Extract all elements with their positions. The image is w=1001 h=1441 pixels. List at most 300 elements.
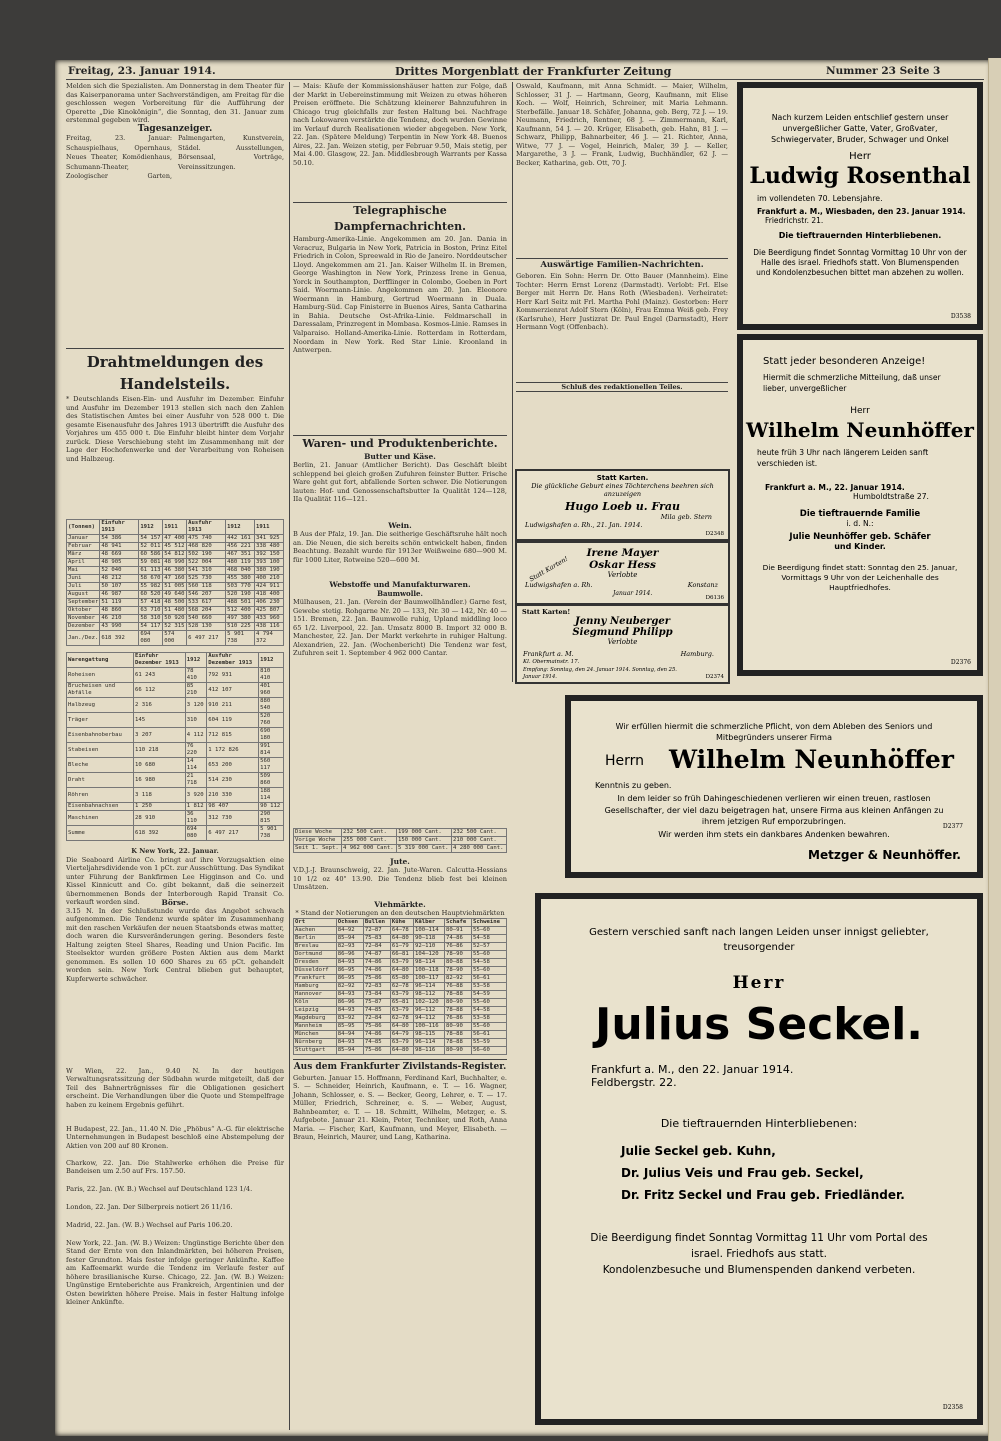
vieh-cell: 66—81 [390,950,413,958]
ad-seckel-place: Frankfurt a. M., den 22. Januar 1914. [591,1063,794,1076]
ad-neunhoeffer1-code: D2376 [950,659,971,666]
vieh-cell: 82—92 [444,974,471,982]
vieh-header-row [294,918,507,926]
eisen-monthly-cell: 52 315 [163,623,187,631]
vieh-cell: Hamburg [294,982,337,990]
ad-rosenthal-herr: Herr [849,151,871,162]
vieh-cell: Stuttgart [294,1046,337,1054]
eisen-commodity-cell: 810 410 [259,668,284,683]
ad-loeb-birth [515,469,730,541]
vieh-row [294,1038,507,1046]
vieh-header-cell: Bullen [363,918,390,926]
eisen-monthly-cell: 47 160 [163,575,187,583]
eisen-commodity-cell: Maschinen [67,811,134,826]
vieh-cell: 96—112 [414,1006,445,1014]
vieh-cell: 63—79 [390,958,413,966]
vieh-cell: 55—60 [472,926,507,934]
eisen-monthly-cell: 57 418 [139,599,163,607]
vieh-row [294,982,507,990]
ad-neunhoeffer1-name: Wilhelm Neunhöffer [746,418,974,442]
vieh-cell: 75—86 [363,1022,390,1030]
ad-seckel-name: Julius Seckel. [594,999,924,1050]
ad-neunhoeffer1-addr: Humboldtstraße 27. [853,492,929,501]
boerse-text: 3.15 N. In der Schlußstunde wurde das Angebot schwach aufgenommen. Die Tendenz wurde später im Zusammenhang mit den raschen Verkäufen der neuen Staatsbonds etwas matter, doch waren die Kursveränderungen gering. Besonders feste Haltung zeigten Steel Shares, Reading und Union Pacific. Im Steelsektor wurden größere Posten Aktien aus dem Markt genommen. Es sollen 10 600 Shares zu 65 pCt. gehandelt worden sein. New York Central blieben gut behauptet, Kupferwerte schwächer. [66,906,284,983]
vieh-cell: Leipzig [294,1006,337,1014]
eisen-monthly-cell: 59 081 [139,559,163,567]
vieh-header-cell: Kälber [414,918,445,926]
vieh-row [294,1022,507,1030]
vieh-cell: Köln [294,998,337,1006]
eisen-commodity-cell: 604 119 [207,713,259,728]
vieh-cell: 83—92 [336,1014,363,1022]
ad-neunhoeffer-company-obituary [571,701,977,872]
vieh-cell: 78—88 [444,1038,471,1046]
ad-seckel-code: D2358 [942,1404,963,1411]
ad-neunhoeffer1-family: Die tieftrauernde Familie [799,509,921,519]
eisen-commodity-cell: 514 230 [207,773,259,788]
ad-mayer-place2: Konstanz [687,581,718,589]
ad-neuberger-name2: Siegmund Philipp [572,627,673,638]
ad-mayer-engagement [515,541,730,605]
vieh-cell: Mannheim [294,1022,337,1030]
eisen-monthly-row [67,583,284,591]
eisen-commodity-cell: 412 107 [207,683,259,698]
eisen-monthly-row [67,599,284,607]
eisen-monthly-header-cell: 1912 [139,520,163,535]
eisen-monthly-table [66,519,284,646]
vieh-cell: 98—115 [414,1030,445,1038]
eisen-commodity-cell: 6 497 217 [207,826,259,841]
eisen-monthly-cell: 52 040 [100,567,139,575]
newyork-heading: K New York, 22. Januar. [131,847,219,855]
eisen-monthly-cell: 50 107 [100,583,139,591]
eisen-commodity-cell: 85 210 [185,683,207,698]
vieh-cell: 54—58 [472,934,507,942]
ad-rosenthal-code: D3538 [950,313,971,320]
eisen-monthly-cell: 468 820 [187,543,226,551]
vieh-cell: Hannover [294,990,337,998]
vieh-cell: 74—85 [363,1006,390,1014]
vieh-cell: 82—93 [336,942,363,950]
vieh-cell: 75—83 [363,934,390,942]
eisen-monthly-cell: 456 221 [226,543,255,551]
paris-text: Paris, 22. Jan. (W. B.) Wechsel auf Deutschland 123 1/4. [66,1184,253,1193]
eisen-monthly-row [67,551,284,559]
eisen-monthly-header-cell: (Tonnen) [67,520,100,535]
ad-rosenthal-family: Die tieftrauernden Hinterbliebenen. [778,231,942,240]
vieh-header-cell: Ochsen [336,918,363,926]
eisen-monthly-cell: 48 990 [163,559,187,567]
eisen-monthly-cell: 55 982 [139,583,163,591]
vieh-cell: 74—87 [363,950,390,958]
vieh-cell: Breslau [294,942,337,950]
eisen-monthly-cell: 46 987 [100,591,139,599]
vieh-row [294,950,507,958]
eisen-commodity-cell: Roheisen [67,668,134,683]
ad-neunhoeffer1-herr: Herr [850,406,870,416]
eisen-commodity-row [67,811,284,826]
eisen-monthly-cell: 51 005 [163,583,187,591]
column-1 [66,82,284,1432]
eisen-commodity-row [67,728,284,743]
vieh-cell: 98—114 [414,958,445,966]
eisen-monthly-cell: April [67,559,100,567]
ad-mayer-verlobte: Verlobte [607,571,638,579]
eisen-monthly-cell: 60 586 [139,551,163,559]
jute-text: V.D.J.-J. Braunschweig, 22. Jan. Jute-Waren. Calcutta-Hessians 10 1/2 oz 40" 13.90. Die Tendenz blieb fest bei kleinen Umsätzen. [293,866,507,892]
eisen-monthly-cell: 48 669 [100,551,139,559]
eisen-monthly-cell: 393 100 [255,559,284,567]
eisen-commodity-cell: 21 718 [185,773,207,788]
eisen-monthly-cell: 46 380 [163,567,187,575]
ad-seckel-member1: Julie Seckel geb. Kuhn, [621,1144,776,1158]
vieh-cell: 78—90 [444,950,471,958]
vieh-cell: 65—81 [390,998,413,1006]
vieh-cell: 61—79 [390,942,413,950]
telegraph-text: Hamburg-Amerika-Linie. Angekommen am 20. Jan. Dania in Veracruz, Bulgaria in New York, Patricia in Boston, Prinz Eitel Friedrich in Colon, Spreewald in Rio de Janeiro. Norddeutscher Lloyd. Angekommen am 21. Jan. Kaiser Wilhelm II. in Bremen, George Washington in New York, Prinzess Irene in Genua, Yorck in Southampton, Derfflinger in Colombo, Goeben in Port Said. Woermann-Linie. Angekommen am 20. Jan. Eleonore Woermann in Hamburg, Gertrud Woermann in Duala. Hamburg-Süd. Cap Finisterre in Buenos Aires, Santa Catharina in Bahia. Deutsche Ost-Afrika-Linie. Feldmarschall in Daressalam, Prinzregent in Mombasa. Kosmos-Linie. Ramses in Valparaiso. Holland-Amerika-Linie. Rotterdam in Rotterdam, Noordam in New York. Red Star Linie. Kroonland in Antwerpen. [293,235,507,355]
eisen-commodity-cell: 712 815 [207,728,259,743]
vieh-cell: 64—80 [390,934,413,942]
zivil-text: Geburten. Januar 15. Hoffmann, Ferdinand Karl, Buchhalter, e. S. — Schneider, Heinrich, Kaufmann, e. T. — 16. Wagner, Johann, Schlosser, e. S. — Becker, Georg, Lehrer, e. T. — 17. Müller, Friedrich, Schreiner, e. S. — Weber, August, Bahnbeamter, e. T. — 18. Schmitt, Wilhelm, Metzger, e. S. Aufgebote. Januar 21. Klein, Peter, Techniker, und Roth, Anna Maria. — Fischer, Karl, Kaufmann, und Meyer, Elisabeth. — Braun, Heinrich, Maurer, und Lang, Katharina. [293,1073,507,1142]
vieh-cell: 94—112 [414,1014,445,1022]
vieh-cell: 75—87 [363,998,390,1006]
ad-neunhoeffer1-in: i. d. N.: [846,519,874,528]
vieh-header-cell: Kühe [390,918,413,926]
ad-loeb-intro: Die glückliche Geburt eines Töchterchens beehren sich anzuzeigen [531,482,714,498]
vieh-cell: 72—83 [363,982,390,990]
eisen-monthly-cell: 341 925 [255,535,284,543]
alexandria-stat-cell: 199 000 Cant. [397,829,452,837]
ad-seckel-notice2: Kondolenzbesuche und Blumenspenden dankend verbeten. [602,1264,916,1276]
eisen-commodity-row [67,826,284,841]
vieh-cell: 78—88 [444,1030,471,1038]
boerse-title: Börse. [161,897,189,907]
eisen-commodity-cell: Röhren [67,788,134,803]
eisen-commodity-cell: 16 980 [133,773,185,788]
wein-title: Wein. [388,521,412,530]
eisen-monthly-cell: 568 204 [187,607,226,615]
eisen-commodity-row [67,713,284,728]
ad-rosenthal-addr: Friedrichstr. 21. [765,216,824,225]
vieh-cell: 84—93 [336,990,363,998]
eisen-commodity-cell: 145 [133,713,185,728]
eisen-commodity-cell: 1 250 [133,803,185,811]
telegraph-title: Telegraphische Dampfernachrichten. [293,202,507,235]
alexandria-stat-row [294,837,507,845]
eisen-monthly-cell: 541 310 [187,567,226,575]
alexandria-stat-table [293,828,507,853]
eisen-commodity-row [67,683,284,698]
ad-neunhoeffer2-name: Wilhelm Neunhöffer [669,745,954,774]
vieh-row [294,1014,507,1022]
vieh-cell: 80—91 [444,926,471,934]
eisen-monthly-row [67,559,284,567]
vieh-cell: 74—85 [363,1038,390,1046]
vieh-cell: 64—79 [390,1030,413,1038]
eisen-monthly-cell: 48 905 [100,559,139,567]
ad-neunhoeffer1-statt: Statt jeder besonderen Anzeige! [763,356,926,367]
vieh-cell: 62—78 [390,982,413,990]
ad-neunhoeffer2-kenntnis: Kenntnis zu geben. [595,781,672,790]
eisen-commodity-cell: 110 218 [133,743,185,758]
vieh-cell: 78—88 [444,1006,471,1014]
eisen-monthly-cell: 480 119 [226,559,255,567]
eisen-commodity-cell: 1 172 826 [207,743,259,758]
header-title: Drittes Morgenblatt der Frankfurter Zeitung [395,65,672,78]
ad-seckel-obituary [541,899,977,1419]
vieh-cell: 80—90 [444,1046,471,1054]
eisen-commodity-cell: 66 112 [133,683,185,698]
vieh-row [294,1046,507,1054]
eisen-commodity-cell: 5 901 738 [259,826,284,841]
eisen-commodity-cell: 78 410 [185,668,207,683]
vieh-cell: 100—116 [414,1022,445,1030]
eisen-commodity-cell: 3 207 [133,728,185,743]
vieh-cell: 74—86 [363,1030,390,1038]
eisen-commodity-header-cell: 1912 [259,653,284,668]
vieh-cell: 78—88 [444,990,471,998]
eisen-monthly-cell: 467 351 [226,551,255,559]
eisen-monthly-cell: Dezember [67,623,100,631]
eisen-monthly-cell: Juni [67,575,100,583]
eisen-commodity-row [67,788,284,803]
eisen-commodity-cell: 3 120 [185,698,207,713]
madrid-text: Madrid, 22. Jan. (W. B.) Wechsel auf Paris 106.20. [66,1220,233,1229]
vieh-cell: 64—80 [390,1022,413,1030]
eisen-commodity-cell: Draht [67,773,134,788]
eisen-commodity-table [66,652,284,841]
newyork-markets-text: New York, 22. Jan. (W. B.) Weizen: Ungünstige Berichte über den Stand der Ernte von den Inlandmärkten, bei höheren Preisen, fester Grundton. Mais fester infolge geringer Ankünfte. Kaffee am Kaffeemarkt wurde die Tendenz im Verlaufe fester auf höhere brasilianische Kurse. Chicago, 22. Jan. (W. B.) Weizen: Ungünstige Ernteberichte aus Frankreich, Argentinien und der Osten bewirkten höhere Preise. Mais in fester Haltung infolge kleiner Ankünfte. [66,1238,284,1307]
eisen-commodity-cell: 991 814 [259,743,284,758]
ad-loeb-born: Mila geb. Stern [660,513,712,521]
auswaertige-text: Geboren. Ein Sohn: Herrn Dr. Otto Bauer (Mannheim). Eine Tochter: Herrn Ernst Lorenz (Darmstadt). Verlobt: Frl. Else Berger mit Herrn Dr. Hans Roth (Wiesbaden). Verheiratet: Herr Karl Seitz mit Frl. Martha Pohl (Mainz). Gestorben: Herr Kommerzienrat Adolf Stern (Köln), Frau Emma Weiß geb. Frey (Karlsruhe), Herr Justizrat Dr. Paul Engel (Darmstadt), Herr Hermann Vogt (Offenbach). [516,272,728,332]
eisen-commodity-cell: 792 931 [207,668,259,683]
jute-title: Jute. [390,857,410,866]
eisen-monthly-row [67,575,284,583]
eisen-monthly-cell: 438 116 [255,623,284,631]
vieh-cell: 55—59 [472,1038,507,1046]
vieh-cell: 98—116 [414,1046,445,1054]
eisen-commodity-cell: 76 220 [185,743,207,758]
eisen-commodity-cell: 1 812 [185,803,207,811]
eisen-monthly-cell: Februar [67,543,100,551]
wien-text: W Wien, 22. Jan., 9.40 N. In der heutigen Verwaltungsratssitzung der Südbahn wurde mitgeteilt, daß der Teil des Bahnerträgnisses für die Obligationen gesichert erscheint. Die Verhandlungen über die Quote und Stempelfrage haben zu keinem Ergebnis geführt. [66,1066,284,1109]
eisen-commodity-cell: 653 200 [207,758,259,773]
eisen-monthly-cell: Januar [67,535,100,543]
eisen-commodity-cell: 28 910 [133,811,185,826]
eisen-commodity-cell: Eisenbahnoberbau [67,728,134,743]
vieh-cell: 78—90 [444,966,471,974]
vieh-cell: 92—110 [414,942,445,950]
ad-neunhoeffer2-code: D2377 [942,823,963,830]
eisen-monthly-cell: 52 011 [139,543,163,551]
eisen-commodity-cell: Halbzeug [67,698,134,713]
column-3 [516,82,728,482]
vieh-cell: 96—114 [414,982,445,990]
alexandria-stat-row [294,845,507,853]
ad-rosenthal-place: Frankfurt a. M., Wiesbaden, den 23. Januar 1914. [757,207,966,216]
eisen-monthly-cell: März [67,551,100,559]
ad-neuberger-code: D2374 [705,674,724,680]
vieh-cell: 63—79 [390,1038,413,1046]
eisen-commodity-header-row [67,653,284,668]
eisen-monthly-cell: 455 380 [226,575,255,583]
eisen-monthly-cell: 338 480 [255,543,284,551]
schluss-redaktion: Schluß des redaktionellen Teiles. [516,382,728,392]
vieh-cell: 52—57 [472,942,507,950]
ad-seckel-member3: Dr. Fritz Seckel und Frau geb. Friedländer. [621,1188,905,1202]
theater-notice: Melden sich die Spezialisten. Am Donnerstag in dem Theater für das Kaiserpanorama unter Sachverständigen, am Freitag für die geschlossen wegen Vorbereitung für die Aufführung der Operette „Die Kinokönigin“, die Sonntag, den 31. Januar zum erstenmal gegeben wird. [66,82,284,125]
eisen-monthly-cell: 488 501 [226,599,255,607]
ad-neunhoeffer2-text: In dem leider so früh Dahingeschiedenen verlieren wir einen treuen, rastlosen Gesellschafter, der viel dazu beigetragen hat, unsere Firma aus kleinen Anfängen zu ihrem jetzigen Ruf emporzubringen. [604,794,944,826]
eisen-commodity-cell: 310 [185,713,207,728]
newyork-text: Die Seaboard Airline Co. bringt auf ihre Vorzugsaktien eine Vierteljahrsdividende von 1 pCt. zur Ausschüttung. Das Syndikat unter Führung der Bankfirmen Lee Higginson and Co. und Kissel Kinnicutt and Co. gibt bekannt, daß die seinerzeit übernommenen Bonds der Interborough Rapid Transit Co. verkauft worden sind. [66,855,284,907]
ad-mayer-name2: Oskar Hess [589,559,656,571]
vieh-cell: 104—120 [414,950,445,958]
ad-seckel-family: Die tieftrauernden Hinterbliebenen: [660,1117,858,1130]
eisen-commodity-cell: 618 392 [133,826,185,841]
eisen-monthly-cell: 54 386 [100,535,139,543]
butter-title: Butter und Käse. [364,452,436,461]
vieh-cell: 62—78 [390,1014,413,1022]
alexandria-stat-cell: 210 000 Cant. [451,837,506,845]
eisen-monthly-cell: 400 210 [255,575,284,583]
vieh-cell: 55—60 [472,998,507,1006]
vieh-cell: 56—61 [472,974,507,982]
eisen-monthly-header-row [67,520,284,535]
vieh-cell: 63—79 [390,1006,413,1014]
eisen-monthly-cell: 50 920 [163,615,187,623]
eisen-monthly-cell: 560 118 [187,583,226,591]
butter-text: Berlin, 21. Januar (Amtlicher Bericht). Das Geschäft bleibt schleppend bei gleich großen Zufuhren feinster Butter. Frische Ware geht gut fort, abfallende Sorten schwer. Die Notierungen lauten: Hof- und Genossenschaftsbutter Ia Qualität 124—128, IIa Qualität 116—121. [293,461,507,504]
ad-seckel-notice1: Die Beerdigung findet Sonntag Vormittag 11 Uhr vom Portal des israel. Friedhofs aus statt. [590,1232,928,1260]
eisen-monthly-cell: 60 520 [139,591,163,599]
eisen-monthly-cell: 533 617 [187,599,226,607]
vieh-cell: 64—78 [390,926,413,934]
alexandria-stat-cell: 4 962 000 Cant. [342,845,397,853]
eisen-commodity-cell: 694 080 [185,826,207,841]
eisen-commodity-header-cell: Warengattung [67,653,134,668]
eisen-commodity-row [67,773,284,788]
eisen-commodity-cell: 36 110 [185,811,207,826]
ad-seckel-intro: Gestern verschied sanft nach langen Leiden unser innigst geliebter, treusorgender [589,927,929,953]
eisen-monthly-cell: 392 150 [255,551,284,559]
ad-loeb-names: Hugo Loeb u. Frau [564,500,681,513]
eisen-monthly-cell: 49 640 [163,591,187,599]
vieh-row [294,934,507,942]
eisen-monthly-cell: Juli [67,583,100,591]
eisen-monthly-row [67,591,284,599]
eisen-monthly-cell: 574 000 [163,631,187,646]
eisen-monthly-cell: 546 207 [187,591,226,599]
vieh-cell: 80—90 [444,1022,471,1030]
vieh-row [294,942,507,950]
eisen-monthly-cell: 58 670 [139,575,163,583]
wein-text: B Aus der Pfalz, 19. Jan. Die seitherige Geschäftsruhe hält noch an. Die Neuen, die sich bereits schön entwickelt haben, finden Beachtung. Bezahlt wurde für 1913er Weißweine 680—900 M. für 1000 Liter, Rotweine 520—600 M. [293,530,507,564]
vieh-cell: 75—86 [363,974,390,982]
eisen-commodity-cell: Summe [67,826,134,841]
vieh-cell: 100—114 [414,926,445,934]
vieh-cell: 84—92 [336,926,363,934]
eisen-commodity-cell: Träger [67,713,134,728]
alexandria-stat-cell: 4 280 000 Cant. [451,845,506,853]
eisen-monthly-header-cell: Ausfuhr 1913 [187,520,226,535]
eisen-monthly-cell: November [67,615,100,623]
eisen-monthly-cell: 525 730 [187,575,226,583]
ad-neuberger-engagement [515,604,730,684]
charkow-text: Charkow, 22. Jan. Die Stahlwerke erhöhen die Preise für Bandeisen um 2.50 auf Frs. 157.50. [66,1158,284,1176]
eisen-commodity-header-cell: Einfuhr Dezember 1913 [133,653,185,668]
vieh-cell: Frankfurt [294,974,337,982]
vieh-cell: 63—79 [390,990,413,998]
ad-neuberger-addr: Kl. Obermainstr. 17. [523,659,580,665]
vieh-cell: Nürnberg [294,1038,337,1046]
eisen-monthly-cell: 45 512 [163,543,187,551]
vieh-cell: 76—86 [444,942,471,950]
alexandria-stat-cell: Vorige Woche [294,837,342,845]
vieh-cell: 53—58 [472,982,507,990]
eisen-monthly-cell: 442 161 [226,535,255,543]
vieh-cell: 86—96 [336,950,363,958]
eisen-commodity-cell: Bleche [67,758,134,773]
eisen-monthly-cell: 6 497 217 [187,631,226,646]
vieh-cell: 86—95 [336,974,363,982]
ad-mayer-code: D6136 [705,595,724,601]
ad-neuberger-verlobte: Verlobte [607,638,638,646]
eisen-commodity-row [67,668,284,683]
vieh-cell: Magdeburg [294,1014,337,1022]
eisen-monthly-cell: 528 130 [187,623,226,631]
vieh-cell: 65—80 [390,974,413,982]
vieh-cell: 56—60 [472,1046,507,1054]
vieh-row [294,990,507,998]
eisen-monthly-row [67,615,284,623]
eisen-monthly-cell: 4 794 372 [255,631,284,646]
ad-neunhoeffer-family-obituary [743,340,977,670]
eisen-monthly-cell: 520 190 [226,591,255,599]
zivil-continued-text: Oswald, Kaufmann, mit Anna Schmidt. — Maier, Wilhelm, Schlosser, 31 J. — Hartmann, Georg, Kaufmann, mit Elise Koch. — Wolf, Heinrich, Schreiner, mit Maria Lehmann. Sterbefälle. Januar 18. Schäfer, Johanna, geb. Berg, 72 J. — 19. Neumann, Friedrich, Rentner, 68 J. — Zimmermann, Karl, Kaufmann, 54 J. — 20. Krüger, Elisabeth, geb. Hahn, 81 J. — Schwarz, Philipp, Bahnarbeiter, 46 J. — 21. Richter, Anna, Witwe, 77 J. — Vogel, Heinrich, Maler, 39 J. — Keller, Margarethe, 3 J. — Frank, Ludwig, Buchhändler, 62 J. — Becker, Katharina, geb. Ott, 70 J. [516,82,728,167]
vieh-row [294,926,507,934]
vieh-cell: 85—94 [336,1046,363,1054]
eisen-monthly-cell: 512 400 [226,607,255,615]
vieh-row [294,966,507,974]
vieh-cell: 85—95 [336,1022,363,1030]
vieh-cell: 75—86 [363,1046,390,1054]
vieh-cell: 85—94 [336,934,363,942]
eisen-monthly-cell: 54 157 [139,535,163,543]
eisen-commodity-row [67,758,284,773]
eisen-monthly-cell: 540 660 [187,615,226,623]
vieh-cell: 80—90 [444,998,471,1006]
eisen-commodity-row [67,743,284,758]
eisen-commodity-header-cell: 1912 [185,653,207,668]
eisen-commodity-cell: 90 112 [259,803,284,811]
header-number: Nummer 23 Seite 3 [826,65,941,77]
vieh-cell: 54—58 [472,1006,507,1014]
column-rule-1 [289,82,290,1430]
eisen-commodity-cell: 10 680 [133,758,185,773]
header-date: Freitag, 23. Januar 1914. [68,65,216,77]
vieh-cell: 74—86 [363,966,390,974]
eisen-monthly-cell: 48 212 [100,575,139,583]
ad-loeb-place: Ludwigshafen a. Rh., 21. Jan. 1914. [525,521,643,529]
vieh-cell: 90—118 [414,934,445,942]
vieh-cell: München [294,1030,337,1038]
ad-rosenthal-age: im vollendeten 70. Lebensjahre. [757,194,883,203]
vieh-caption: * Stand der Notierungen an den deutschen Hauptviehmärkten [295,909,505,917]
eisen-monthly-cell: 425 807 [255,607,284,615]
eisen-monthly-cell: 418 400 [255,591,284,599]
